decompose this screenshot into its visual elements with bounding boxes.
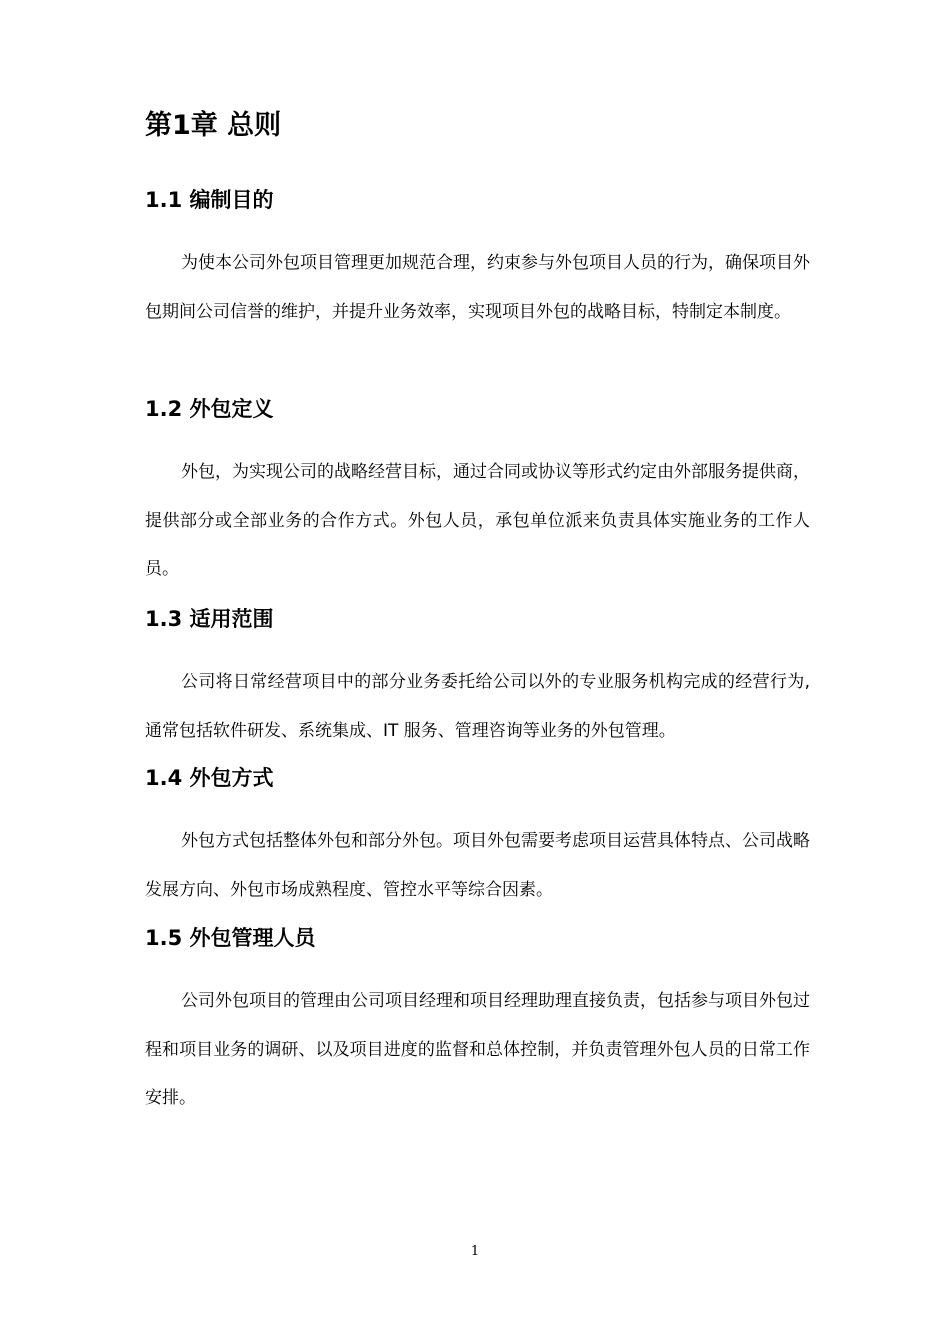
section-heading: 1.1 编制目的 <box>145 188 274 212</box>
section-paragraph: 公司外包项目的管理由公司项目经理和项目经理助理直接负责，包括参与项目外包过程和项目业务的调研、以及项目进度的监督和总体控制，并负责管理外包人员的日常工作安排。 <box>145 991 810 1108</box>
section-paragraph: 外包，为实现公司的战略经营目标，通过合同或协议等形式约定由外部服务提供商，提供部分或全部业务的合作方式。外包人员，承包单位派来负责具体实施业务的工作人员。 <box>145 462 810 579</box>
page-number: 1 <box>470 1244 480 1259</box>
section-management-staff <box>145 922 810 1123</box>
section-heading: 1.3 适用范围 <box>145 607 274 631</box>
section-paragraph: 外包方式包括整体外包和部分外包。项目外包需要考虑项目运营具体特点、公司战略发展方向、外包市场成熟程度、管控水平等综合因素。 <box>145 831 810 900</box>
section-definition <box>145 393 810 594</box>
section-heading: 1.5 外包管理人员 <box>145 926 316 950</box>
chapter-title: 第1章 总则 <box>145 110 282 141</box>
section-paragraph: 公司将日常经营项目中的部分业务委托给公司以外的专业服务机构完成的经营行为, 通常包括软件研发、系统集成、IT 服务、管理咨询等业务的外包管理。 <box>145 672 810 741</box>
section-heading: 1.4 外包方式 <box>145 766 274 790</box>
section-paragraph: 为使本公司外包项目管理更加规范合理，约束参与外包项目人员的行为，确保项目外包期间公司信誉的维护，并提升业务效率，实现项目外包的战略目标，特制定本制度。 <box>145 253 810 322</box>
section-method <box>145 762 810 914</box>
section-heading: 1.2 外包定义 <box>145 397 274 421</box>
section-purpose <box>145 184 810 336</box>
section-scope <box>145 603 810 755</box>
